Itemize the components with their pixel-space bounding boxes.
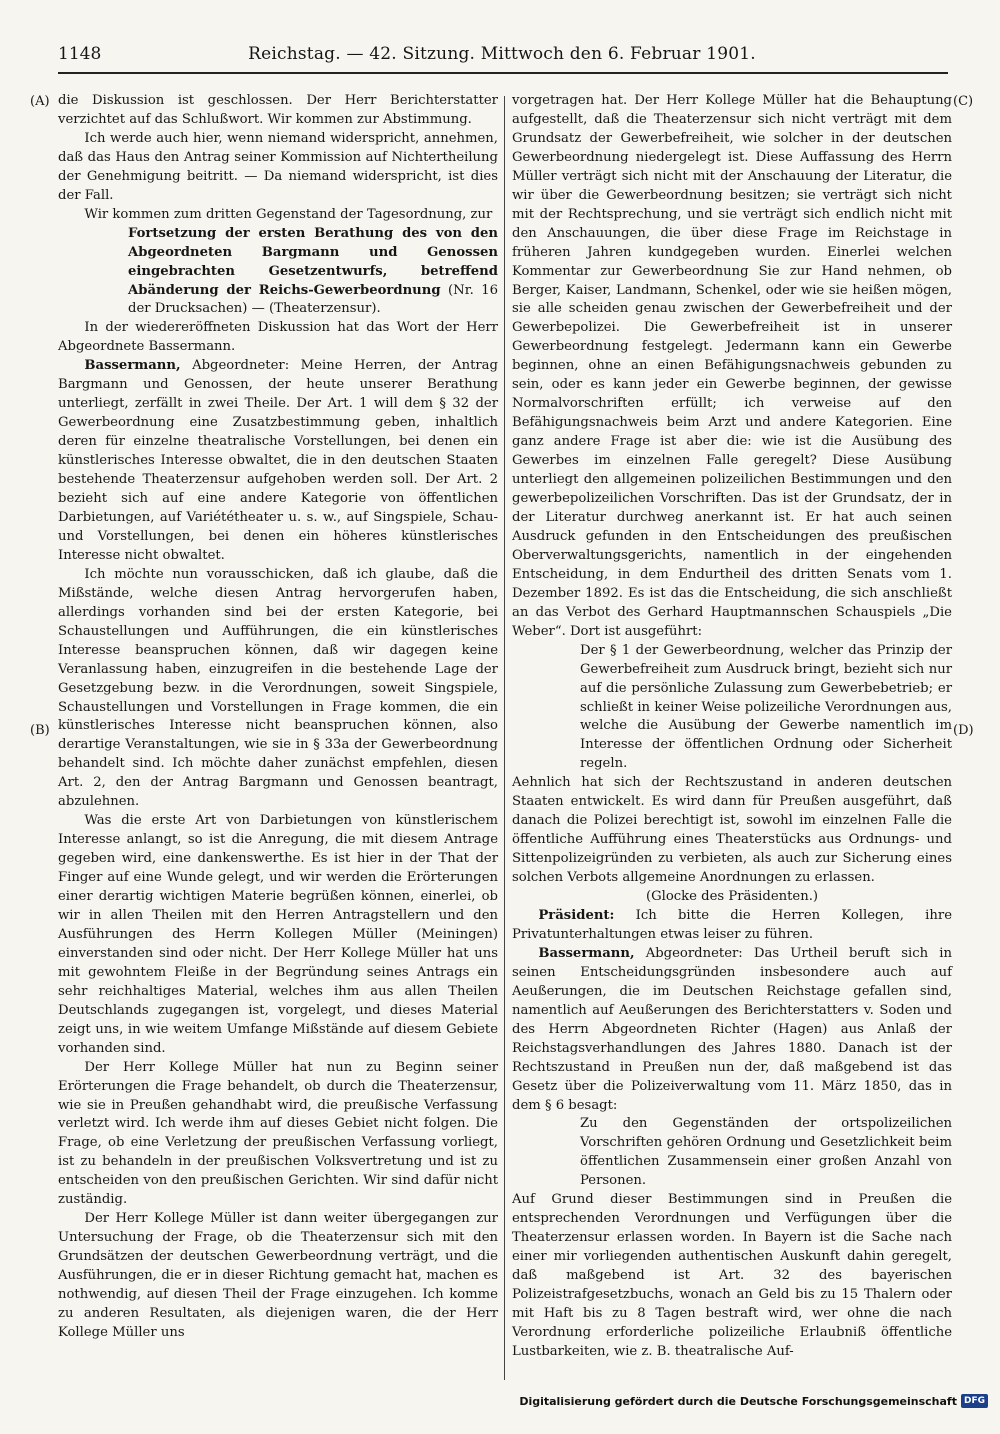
paragraph: Ich werde auch hier, wenn niemand widerspricht, annehmen, daß das Haus den Antrag seiner Kommission auf Nichtertheilung der Genehmigung beitritt. — Da niemand widerspricht, ist dies der Fall. [58, 130, 498, 203]
funding-footer [519, 1394, 988, 1408]
agenda-title: Fortsetzung der ersten Berathung des von den Abgeordneten Bargmann und Genossen eingebrachten Gesetzentwurfs, betreffend Abänderung der Reichs-Gewerbeordnung [128, 225, 498, 298]
speech [512, 907, 952, 945]
margin-mark-a: (A) [30, 94, 50, 109]
speaker-name: Bassermann, [538, 945, 635, 961]
speech-text: Ich bitte die Herren Kollegen, ihre Privatunterhaltungen etwas leiser zu führen. [512, 907, 952, 942]
paragraph: die Diskussion ist geschlossen. Der Herr Berichterstatter verzichtet auf das Schlußwort. Wir kommen zur Abstimmung. [58, 93, 498, 127]
speech [58, 357, 498, 565]
speech-text: Abgeordneter: Meine Herren, der Antrag Bargmann und Genossen, der heute unserer Berathung unterliegt, zerfällt in zwei Theile. Der Art. 1 will dem § 32 der Gewerbeordnung eine Zusatzbestimmung geben, inhaltlich deren für einzelne theatralische Vorstellungen, bei denen ein künstlerisches Interesse obwaltet, die in den deutschen Staaten bestehende Theaterzensur aufgehoben werden soll. Der Art. 2 bezieht sich auf eine andere Kategorie von öffentlichen Darbietungen, auf Variététheater u. s. w., auf Singspiele, Schau- und Vorstellungen, bei denen ein höheres künstlerisches Interesse nicht obwaltet. [58, 358, 498, 563]
paragraph: In der wiedereröffneten Diskussion hat das Wort der Herr Abgeordnete Bassermann. [58, 320, 498, 355]
page-number: 1148 [58, 44, 102, 64]
speaker-name: Bassermann, [84, 358, 181, 374]
margin-mark-b: (B) [30, 723, 50, 738]
block-quote: Zu den Gegenständen der ortspolizeilichen Vorschriften gehören Ordnung und Gesetzlichkeit beim öffentlichen Zusammensein einer großen Anzahl von Personen. [580, 1116, 952, 1189]
speaker-name: Präsident: [538, 907, 615, 923]
paragraph: Auf Grund dieser Bestimmungen sind in Preußen die entsprechenden Verordnungen und Verfügungen über die Theaterzensur erlassen worden. In Bayern ist die Sache nach einer mir vorliegenden authentischen Auskunft dahin geregelt, daß maßgebend ist Art. 32 des bayerischen Polizeistrafgesetzbuchs, wonach an Geld bis zu 15 Thalern oder mit Haft bis zu 8 Tagen bestraft wird, wer ohne die nach Verordnung erforderliche polizeiliche Erlaubniß öffentliche Lustbarkeiten, wie z. B. theatralische Auf- [512, 1192, 952, 1359]
paragraph: vorgetragen hat. Der Herr Kollege Müller hat die Behauptung aufgestellt, daß die Theaterzensur sich nicht verträgt mit dem Grundsatz der Gewerbefreiheit, wie solcher in der deutschen Gewerbeordnung niedergelegt ist. Diese Auffassung des Herrn Müller verträgt sich nicht mit der Anschauung der Literatur, die wir über die Gewerbeordnung besitzen; sie verträgt sich nicht mit der Rechtsprechung, und sie verträgt sich endlich nicht mit den Anschauungen, die über diese Frage im Reichstage in früheren Jahren kundgegeben wurden. Einerlei welchen Kommentar zur Gewerbeordnung Sie zur Hand nehmen, ob Berger, Kaiser, Landmann, Schenkel, oder wie sie heißen mögen, sie alle scheiden genau zwischen der Gewerbefreiheit und der Gewerbepolizei. Die Gewerbefreiheit ist in unserer Gewerbeordnung festgelegt. Jedermann kann ein Gewerbe beginnen, ohne an einen Befähigungsnachweis gebunden zu sein, oder es kann jeder ein Gewerbe beginnen, der gewisse Normalvorschriften erfüllt; ich verweise auf den Befähigungsnachweis beim Arzt und andere Kategorien. Eine ganz andere Frage ist aber die: wie ist die Ausübung des Gewerbes im einzelnen Falle geregelt? Diese Ausübung unterliegt den allgemeinen polizeilichen Bestimmungen und den gewerbepolizeilichen Vorschriften. Das ist der Grundsatz, der in der Literatur durchweg anerkannt ist. Er hat auch seinen Ausdruck gefunden in den Entscheidungen des preußischen Oberverwaltungsgerichts, namentlich in der eingehenden Entscheidung, in dem Endurtheil des dritten Senats vom 1. Dezember 1892. Es ist das die Entscheidung, die sich anschließt an das Verbot des Gerhard Hauptmannschen Schauspiels „Die Weber“. Dort ist ausgeführt: [512, 93, 952, 639]
running-title: Reichstag. — 42. Sitzung. Mittwoch den 6. Februar 1901. [248, 44, 756, 64]
paragraph: Wir kommen zum dritten Gegenstand der Tagesordnung, zur [84, 206, 493, 222]
right-column [512, 92, 952, 1362]
stage-direction: (Glocke des Präsidenten.) [645, 889, 819, 905]
paragraph: Was die erste Art von Darbietungen von künstlerischem Interesse anlangt, so ist die Anregung, die mit diesem Antrage gegeben wird, eine dankenswerthe. Es ist hier in der That der Finger auf eine Wunde gelegt, und wir werden die Erörterungen einer derartig wichtigen Materie begrüßen können, einerlei, ob wir in allen Theilen mit den Herren Antragstellern und den Ausführungen des Herrn Kollegen Müller (Meiningen) einverstanden sind oder nicht. Der Herr Kollege Müller hat uns mit gewohntem Fleiße in der Begründung seines Antrags ein sehr reichhaltiges Material, welches ihm aus allen Theilen Deutschlands zugegangen ist, vorgelegt, und dieses Material zeigt uns, in wie weitem Umfange Mißstände auf diesem Gebiete vorhanden sind. [58, 813, 498, 1056]
speech-text: Abgeordneter: Das Urtheil beruft sich in seinen Entscheidungsgründen insbesondere auch auf Aeußerungen, die im Deutschen Reichstage gefallen sind, namentlich auf Aeußerungen des Berichterstatters v. Soden und des Herrn Abgeordneten Richter (Hagen) aus Anlaß der Reichstagsverhandlungen des Jahres 1880. Danach ist der Rechtszustand in Preußen nun der, daß maßgebend ist das Gesetz über die Polizeiverwaltung vom 11. März 1850, das in dem § 6 besagt: [512, 945, 952, 1113]
page-header [58, 44, 946, 72]
header-rule [58, 72, 948, 74]
paragraph: Ich möchte nun vorausschicken, daß ich glaube, daß die Mißstände, welche diesen Antrag hervorgerufen haben, allerdings vorhanden sind bei der ersten Kategorie, bei Schaustellungen und Aufführungen, die ein künstlerisches Interesse beanspruchen können, daß wir dagegen keine Veranlassung haben, einzugreifen in die bestehende Lage der Gesetzgebung bezw. in die Verordnungen, soweit Singspiele, Schaustellungen und Vorstellungen in Frage kommen, die ein künstlerisches Interesse nicht beanspruchen können, also derartige Veranstaltungen, wie sie in § 33a der Gewerbeordnung behandelt sind. Ich möchte daher zunächst empfehlen, diesen Art. 2, den der Antrag Bargmann und Genossen beantragt, abzulehnen. [58, 566, 498, 810]
agenda-reference: (Nr. 16 der Drucksachen) — (Theaterzensur). [128, 282, 498, 317]
agenda-item [128, 225, 498, 320]
dfg-logo-icon: DFG [961, 1394, 988, 1408]
paragraph: Aehnlich hat sich der Rechtszustand in anderen deutschen Staaten entwickelt. Es wird dann für Preußen ausgeführt, daß danach die Polizei berechtigt ist, sowohl im einzelnen Falle die öffentliche Aufführung eines Theaterstücks aus Ordnungs- und Sittenpolizeigründen zu verbieten, als auch zur Sicherung eines solchen Verbots allgemeine Anordnungen zu erlassen. [512, 775, 952, 886]
speech [512, 945, 952, 1116]
block-quote: Der § 1 der Gewerbeordnung, welcher das Prinzip der Gewerbefreiheit zum Ausdruck bringt, bezieht sich nur auf die persönliche Zulassung zum Gewerbebetrieb; er schließt in keiner Weise polizeiliche Verordnungen aus, welche die Ausübung der Gewerbe namentlich im Interesse der öffentlichen Ordnung oder Sicherheit regeln. [580, 642, 952, 772]
paragraph: Der Herr Kollege Müller ist dann weiter übergegangen zur Untersuchung der Frage, ob die Theaterzensur sich mit den Grundsätzen der deutschen Gewerbeordnung verträgt, und die Ausführungen, die er in dieser Richtung gemacht hat, machen es nothwendig, auf diesen Theil der Frage einzugehen. Ich komme zu anderen Resultaten, als diejenigen waren, die der Herr Kollege Müller uns [58, 1211, 498, 1340]
margin-mark-c: (C) [953, 94, 974, 109]
left-column [58, 92, 498, 1343]
column-divider [504, 96, 505, 1380]
margin-mark-d: (D) [953, 723, 974, 738]
paragraph: Der Herr Kollege Müller hat nun zu Beginn seiner Erörterungen die Frage behandelt, ob durch die Theaterzensur, wie sie in Preußen gehandhabt wird, die preußische Verfassung verletzt wird. Ich werde ihm auf dieses Gebiet nicht folgen. Die Frage, ob eine Verletzung der preußischen Verfassung vorliegt, ist zu behandeln in der preußischen Volksvertretung und ist zu entscheiden von den preußischen Gerichten. Wir sind dafür nicht zuständig. [58, 1059, 498, 1208]
footer-text: Digitalisierung gefördert durch die Deutsche Forschungsgemeinschaft [519, 1394, 957, 1408]
